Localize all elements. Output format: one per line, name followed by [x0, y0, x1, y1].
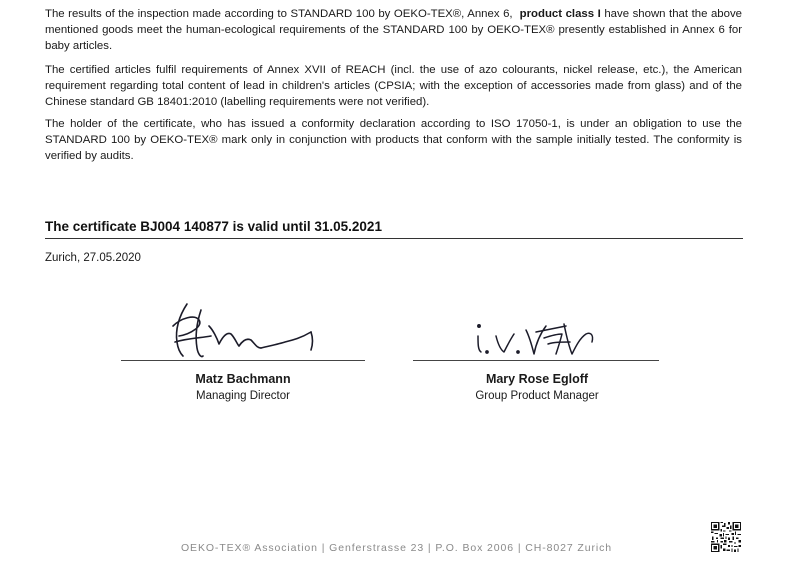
validity-divider — [45, 238, 743, 239]
signer-name-right: Mary Rose Egloff — [485, 372, 589, 386]
signer-title-left: Managing Director — [196, 390, 290, 402]
certificate-validity: The certificate BJ004 140877 is valid until 31.05.2021 — [45, 219, 382, 234]
inspection-results-paragraph — [45, 6, 742, 54]
signature-right — [470, 312, 600, 362]
footer-text: OEKO-TEX® Association | Genferstrasse 23 | P.O. Box 2006 | CH-8027 Zurich — [180, 542, 612, 554]
p1-text-end: have shown that the above mentioned goods meet the human-ecological requirements of the STANDARD 100 by OEKO-TEX® presently established in Annex 6 for baby articles. — [45, 8, 742, 52]
footer-address — [0, 542, 787, 554]
signer-name-left: Matz Bachmann — [195, 372, 291, 386]
p1-text-start: The results of the inspection made according to STANDARD 100 by OEKO-TEX®, Annex 6, — [45, 8, 513, 20]
conformity-declaration-paragraph: The holder of the certificate, who has issued a conformity declaration according to ISO 17050-1, is under an obligation to use the STANDARD 100 by OEKO-TEX® mark only in conjunction with products that conform with the sample initially tested. The conformity is verified by audits. — [45, 118, 742, 162]
qr-code-icon — [711, 522, 741, 552]
signer-title-right: Group Product Manager — [475, 390, 599, 402]
reach-requirements-paragraph: The certified articles fulfil requirements of Annex XVII of REACH (incl. the use of azo colourants, nickel release, etc.), the American requirement regarding total content of lead in children's articles (CPSIA; with the exception of accessories made from glass) and of the Chinese standard GB 18401:2010 (labelling requirements were not verified). — [45, 64, 742, 108]
product-class-text: product class I — [519, 8, 601, 20]
signature-left — [165, 296, 325, 362]
place-and-date: Zurich, 27.05.2020 — [45, 252, 141, 264]
signature-line-left — [121, 360, 365, 361]
signature-line-right — [413, 360, 659, 361]
